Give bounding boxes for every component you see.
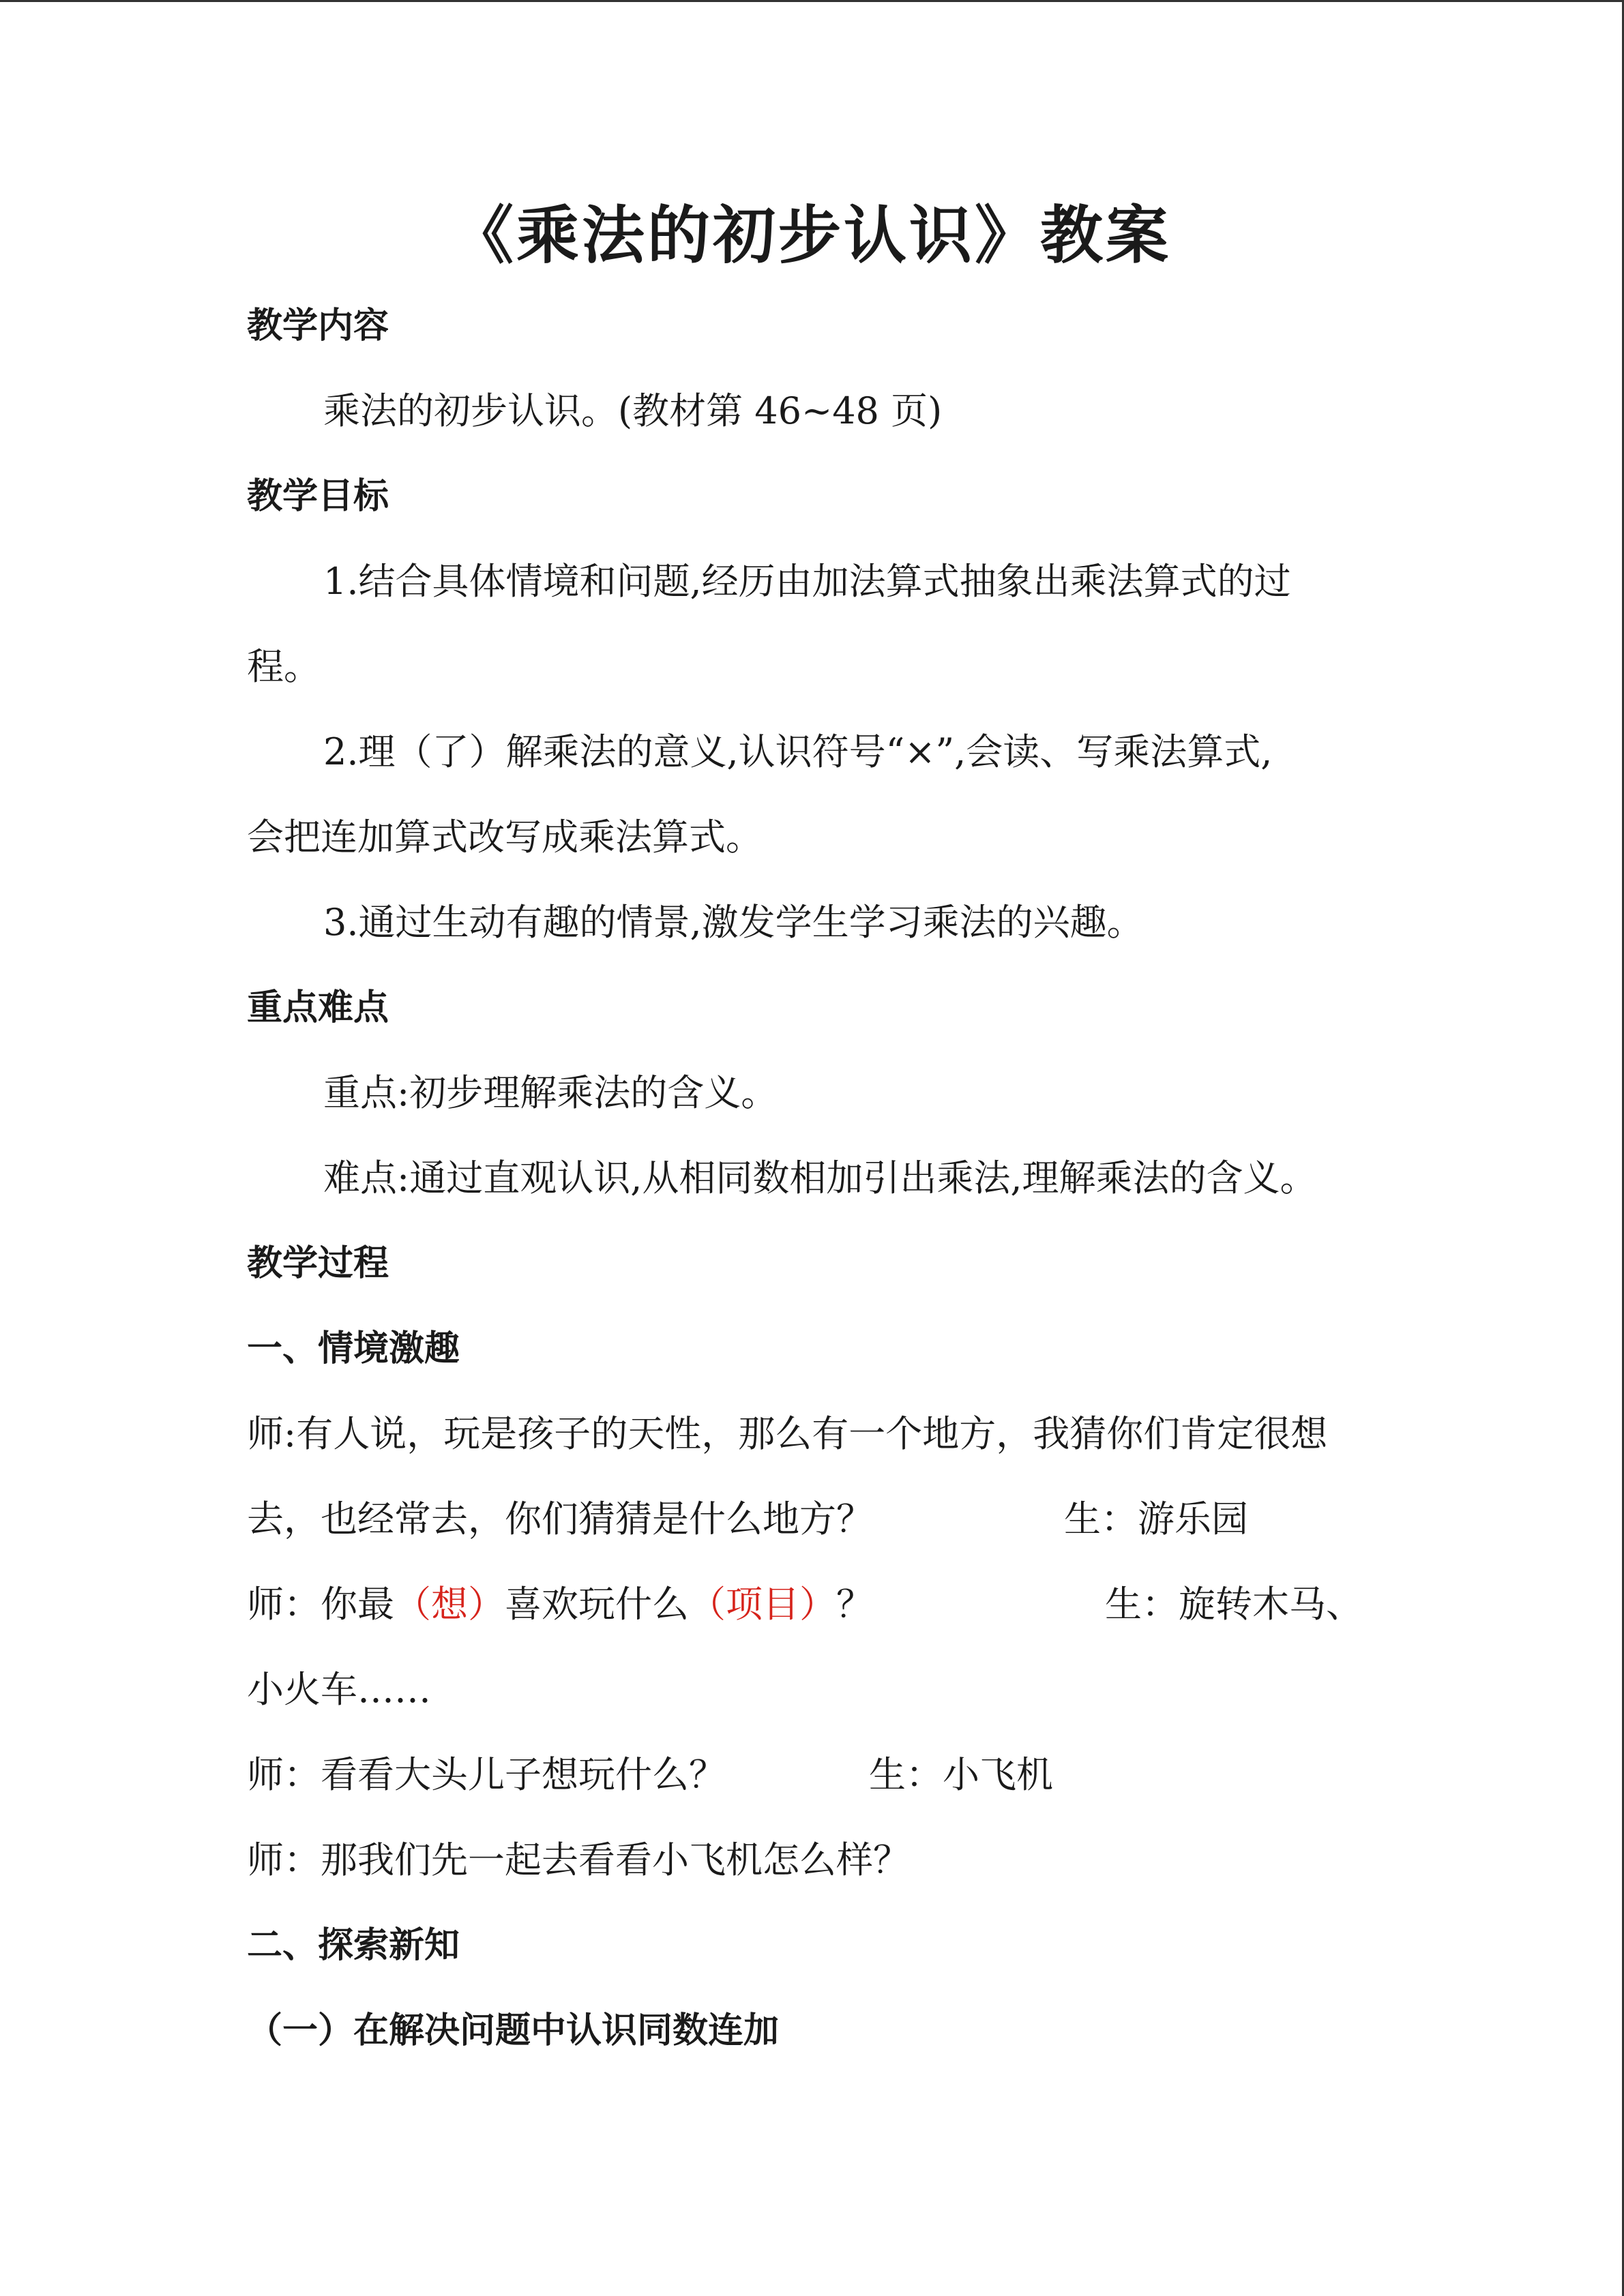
dialog-1-teacher: 去，也经常去，你们猜猜是什么地方？ <box>247 1497 873 1540</box>
key-point-text: 重点:初步理解乘法的含义。 <box>323 1071 778 1114</box>
dialog-1-student: 生：游乐园 <box>1064 1497 1248 1540</box>
dialog-4: 师：那我们先一起去看看小飞机怎么样？ <box>247 1838 910 1881</box>
heading-part-2: 二、探索新知 <box>247 1925 460 1966</box>
goal-2-line-2: 会把连加算式改写成乘法算式。 <box>247 816 763 859</box>
heading-part-2-sub: （一）在解决问题中认识同数连加 <box>247 2010 780 2051</box>
document-title: 《乘法的初步认识》教案 <box>450 199 1171 272</box>
goal-1-line-1: 1.结合具体情境和问题,经历由加法算式抽象出乘法算式的过 <box>323 560 1291 603</box>
dialog-2-line-2: 小火车…… <box>247 1668 431 1711</box>
difficult-point-text: 难点:通过直观认识,从相同数相加引出乘法,理解乘法的含义。 <box>323 1157 1317 1199</box>
heading-teaching-goals: 教学目标 <box>247 476 389 517</box>
heading-part-1: 一、情境激趣 <box>247 1328 460 1369</box>
teaching-content-text: 乘法的初步认识。(教材第 46~48 页) <box>323 389 943 432</box>
dialog-2-mid: 喜欢玩什么 <box>505 1583 689 1626</box>
goal-1-line-2: 程。 <box>247 645 321 688</box>
dialog-2-line-1 <box>247 1581 1363 1628</box>
dialog-3-teacher: 师：看看大头儿子想玩什么？ <box>247 1753 726 1796</box>
dialog-2-suffix: ？ <box>836 1583 873 1626</box>
dialog-2-red-2: （项目） <box>689 1583 836 1626</box>
dialog-1-line-2 <box>247 1495 1248 1543</box>
goal-3: 3.通过生动有趣的情景,激发学生学习乘法的兴趣。 <box>323 901 1144 944</box>
dialog-2-red-1: （想） <box>394 1583 505 1626</box>
dialog-3-student: 生：小飞机 <box>869 1753 1053 1796</box>
dialog-2-student: 生：旋转木马、 <box>1105 1583 1363 1626</box>
goal-2-line-1: 2.理（了）解乘法的意义,认识符号“×”,会读、写乘法算式, <box>323 730 1273 773</box>
dialog-3 <box>247 1751 1053 1799</box>
heading-key-points: 重点难点 <box>247 987 389 1028</box>
heading-teaching-process: 教学过程 <box>247 1243 389 1284</box>
dialog-1-line-1: 师:有人说，玩是孩子的天性，那么有一个地方，我猜你们肯定很想 <box>247 1412 1328 1455</box>
heading-teaching-content: 教学内容 <box>247 305 389 346</box>
dialog-2-prefix: 师：你最 <box>247 1583 394 1626</box>
